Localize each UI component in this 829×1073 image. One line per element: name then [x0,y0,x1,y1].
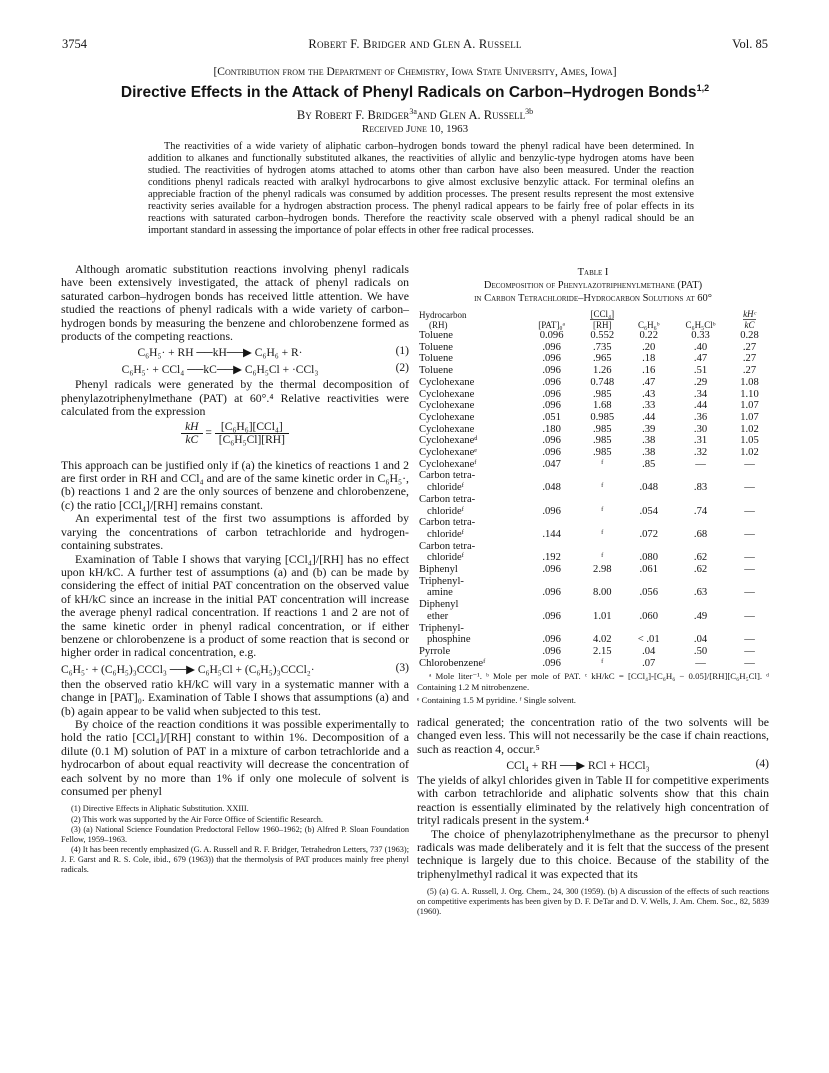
byline [62,107,768,123]
page-number: 3754 [62,37,87,51]
cell-pat: .096 [542,634,561,646]
cell-hydrocarbon: Cyclohexane [419,423,475,435]
cell-ratio [578,541,626,553]
cell-hydrocarbon: Toluene [419,365,453,377]
cell-benzene: .07 [642,657,656,669]
cell-chlorobenzene: .04 [693,634,708,646]
col-header-ratio [578,309,626,330]
cell-kh-kc: — [744,552,755,564]
cell-hydrocarbon: Carbon tetra- [419,540,476,552]
cell-kh-kc [730,494,769,506]
cell-pat: .047 [542,458,561,470]
cell-ratio: .985 [593,423,612,435]
cell-kh-kc [730,576,769,588]
ratio-lhs [181,421,202,446]
cell-pat: .048 [542,482,561,494]
equation-2 [61,361,409,377]
cell-ratio: 2.98 [593,564,612,576]
cell-ratio: .985 [593,435,612,447]
cell-chlorobenzene: .63 [693,587,708,599]
cell-pat [525,494,578,506]
cell-chlorobenzene: .32 [693,447,708,459]
chain-paragraph: radical generated; the concentration ratio of the two solvents will be changed even less. This will not necessarily be the case if chain reactions, such as reaction 4, occur.⁵ [417,714,769,756]
footnote-5: (5) (a) G. A. Russell, J. Org. Chem., 24, 300 (1959). (b) A discussion of the effects of such reactions on competitive experiments has been given by D. F. DeTar and D. V. Wells, J. Am. Chem. Soc., 82, 5839 (1960). [417,887,769,917]
cell-ratio: 8.00 [593,587,612,599]
cell-benzene: .060 [639,610,658,622]
cell-hydrocarbon: Cyclohexaneᵈ [419,435,478,447]
cell-pat [525,517,578,529]
header-kh-text: kHᶜ [743,309,756,319]
cell-hydrocarbon: Carbon tetra- [419,517,476,529]
cell-kh-kc: — [744,482,755,494]
cell-pat: .192 [542,552,561,564]
cell-pat [525,576,578,588]
ratio-equals: = [205,426,212,439]
col-header-hydrocarbon [417,309,525,330]
table-body [417,330,769,669]
table-row [417,389,769,401]
cell-kh-kc [730,599,769,611]
cell-chlorobenzene: .30 [693,423,708,435]
table-note-2: ᵉ Containing 1.5 M pyridine. ᶠ Single solvent. [417,694,577,705]
table-row [417,646,769,658]
cell-ratio: ᶠ [601,657,604,669]
table-header-row [417,309,769,330]
cell-hydrocarbon: ether [427,610,449,622]
choice-paragraph: The choice of phenylazotriphenylmethane as the precursor to phenyl radicals was made deliberately and it is felt that the success of the present technique is largely due to this choice. Because of the stability of the triphenylmethyl radical it was expected that its [417,826,769,881]
cell-kh-kc: 0.28 [740,330,759,341]
cell-benzene [626,599,671,611]
cell-hydrocarbon: chlorideᶠ [427,552,464,564]
cell-chlorobenzene [671,541,730,553]
cell-hydrocarbon: phosphine [427,634,471,646]
cell-hydrocarbon: Cyclohexane [419,411,475,423]
equation-2-body: C₆H₅· + CCl₄ ──kC──▶ C₆H₅Cl + ·CCl₃ [121,364,319,377]
cell-pat: 0.096 [539,330,564,341]
cell-chlorobenzene [671,599,730,611]
cell-chlorobenzene: .31 [693,435,708,447]
cell-hydrocarbon: Diphenyl [419,599,459,611]
cell-chlorobenzene: .34 [693,388,708,400]
cell-ratio: ᶠ [601,458,604,470]
cell-chlorobenzene: .50 [693,645,708,657]
table-row [417,541,769,553]
cell-pat: .144 [542,528,561,540]
table-row [417,552,769,564]
footnote-1: (1) Directive Effects in Aliphatic Substitution. XXIII. [71,804,249,814]
cell-benzene: .072 [639,528,658,540]
cell-pat: .096 [542,587,561,599]
col-header-pat: [PAT]₀ᵃ [538,320,565,330]
cell-benzene: .18 [642,353,656,365]
cell-kh-kc: — [744,528,755,540]
table-row [417,564,769,576]
cell-hydrocarbon: chlorideᶠ [427,482,464,494]
table-row [417,494,769,506]
cell-chlorobenzene: .44 [693,400,708,412]
cell-hydrocarbon: Cyclohexane [419,376,475,388]
header-rh-text: (RH) [429,320,448,330]
cell-ratio [578,517,626,529]
cell-pat [525,541,578,553]
cell-kh-kc: 1.07 [740,411,759,423]
cell-kh-kc: .27 [742,365,757,377]
cell-chlorobenzene: .29 [693,376,708,388]
cell-hydrocarbon: Pyrrole [419,645,451,657]
cell-ratio: ᶠ [601,505,604,517]
cell-ratio: .735 [593,341,612,353]
cell-ratio [578,599,626,611]
conditions-paragraph: By choice of the reaction conditions it was possible experimentally to hold the ratio [CCl₄]/[RH] constant to within 1%. Decomposition of a dilute (0.1 M) solution of PAT in a mixture of carbon tetrachloride and a hydrocarbon of about equal reactivity will decrease the concentration of each solvent by no more than 1% if only one molecule of solvent is consumed per phenyl [61,716,409,798]
cell-benzene: 0.22 [639,330,658,341]
cell-pat [525,599,578,611]
cell-ratio [578,494,626,506]
cell-pat: .096 [542,341,561,353]
cell-kh-kc: 1.07 [740,400,759,412]
footnote-4: (4) It has been recently emphasized (G. A. Russell and R. F. Bridger, Tetrahedron Letters, 737 (1963); J. F. Garst and R. S. Cole, ibid., 679 (1963)) that the thermolysis of PAT produces mainly free phenyl radicals. [61,844,409,874]
table-caption-line-1: Decomposition of Phenylazotriphenylmethane (PAT) [483,280,703,291]
cell-ratio: 0.748 [590,376,615,388]
intro-paragraph: Although aromatic substitution reactions involving phenyl radicals have been extensively investigated, the attack of phenyl radicals on saturated carbon–hydrogen bonds has received little attention. We have studied the reactions of phenyl radicals with a wide variety of carbon–hydrogen bonds by measuring the benzene and chlorobenzene formed as products of the competing reactions. [61,262,409,344]
cell-kh-kc: — [744,634,755,646]
cell-ratio: ᶠ [601,482,604,494]
cell-kh-kc: 1.08 [740,376,759,388]
cell-kh-kc: .27 [742,353,757,365]
table-label: Table I [577,267,609,278]
cell-chlorobenzene: .83 [693,482,708,494]
footnote-3: (3) (a) National Science Foundation Predoctoral Fellow 1960–1962; (b) Alfred P. Sloan Foundation Fellow, 1959–1963. [61,824,409,844]
cell-pat: .096 [542,400,561,412]
table-row [417,506,769,518]
cell-chlorobenzene: .49 [693,610,708,622]
cell-kh-kc: 1.10 [740,388,759,400]
abstract: The reactivities of a wide variety of aliphatic carbon–hydrogen bonds toward the phenyl radical have been determined. In addition to alkanes and functionally substituted alkanes, the reactivities of allylic and benzylic-type hydrogen atoms have been studied. The reactivities of hydrogen atoms attached to atoms other than carbon have also been measured. Under the reaction conditions phenyl radicals reacted with aralkyl hydrocarbons to give almost exclusive benzylic attack. For terminal olefins an appreciable fraction of the phenyl radicals was consumed by addition processes. The present results represent the most extensive reactivity series available for a hydrogen abstraction process. The phenyl radical appears to be fairly free of polar effects in its reactions with saturated carbon–hydrogen bonds. Therefore the reactivity scale observed with a phenyl radical should be an important standard in assessing the importance of polar effects in other free radical processes. [148,141,694,236]
cell-hydrocarbon: Triphenyl- [419,622,464,634]
cell-hydrocarbon: amine [427,587,453,599]
cell-chlorobenzene: 0.33 [691,330,710,341]
equation-1-body: C₆H₅· + RH ──kH──▶ C₆H₆ + R· [137,347,303,360]
table-row [417,482,769,494]
cell-ratio: ᶠ [601,528,604,540]
cell-ratio [578,470,626,482]
cell-chlorobenzene [671,623,730,635]
cell-ratio: 1.68 [593,400,612,412]
cell-benzene: .44 [642,411,656,423]
equation-1 [61,344,409,360]
cell-ratio: 1.26 [593,365,612,377]
cell-kh-kc: — [744,610,755,622]
cell-chlorobenzene: — [695,657,706,669]
left-footnotes [61,804,409,875]
cell-chlorobenzene [671,576,730,588]
cell-hydrocarbon: chlorideᶠ [427,505,464,517]
ratio-lhs-denominator: kC [185,433,199,446]
cell-hydrocarbon: Biphenyl [419,564,458,576]
left-column [61,263,409,875]
cell-kh-kc [730,517,769,529]
table-row [417,365,769,377]
cell-kh-kc: — [744,564,755,576]
table-note-1: ᵃ Mole liter⁻¹. ᵇ Mole per mole of PAT. ᶜ kH/kC = [CCl₄]-[C₆H₆ − 0.05]/[RH][C₆H₅Cl]. ᵈ Containing 1.2 M nitrobenzene. [417,671,769,693]
cell-kh-kc [730,623,769,635]
systematic-paragraph: then the observed ratio kH/kC will vary in a systematic manner with a change in [PAT]₀. Examination of Table I shows that assumptions (a) and (b) again appear to be valid when subjected to this test. [61,676,409,718]
cell-pat: .096 [542,564,561,576]
cell-ratio: 0.552 [590,330,615,341]
col-header-benzene: C₆H₆ᵇ [637,320,660,330]
cell-pat: .096 [542,388,561,400]
table-row [417,342,769,354]
yields-paragraph: The yields of alkyl chlorides given in Table II for competitive experiments with carbon tetrachloride and aliphatic solvents show that this chain reaction is essentially eliminated by the relatively high concentration of trityl radicals present in the system.⁴ [417,773,769,828]
cell-pat: .096 [542,435,561,447]
header-ccl4-text: [CCl₄] [590,309,615,319]
cell-chlorobenzene [671,470,730,482]
cell-benzene: .080 [639,552,658,564]
cell-chlorobenzene [671,517,730,529]
cell-ratio: 1.01 [593,610,612,622]
col-header-chlorobenzene: C₆H₅Clᵇ [685,320,716,330]
cell-chlorobenzene: .62 [693,552,708,564]
cell-hydrocarbon: Cyclohexane [419,400,475,412]
equation-1-number: (1) [395,345,409,358]
table-row [417,623,769,635]
cell-kh-kc: — [744,657,755,669]
cell-pat: .096 [542,505,561,517]
cell-ratio: 0.985 [590,411,615,423]
table-row [417,529,769,541]
cell-chlorobenzene: .51 [693,365,708,377]
running-authors: Robert F. Bridger and Glen A. Russell [308,37,522,51]
test-paragraph: An experimental test of the first two assumptions is afforded by varying the concentrations of carbon tetrachloride and hydrogen-containing substrates. [61,511,409,553]
table-row [417,447,769,459]
table-row [417,611,769,623]
cell-pat [525,623,578,635]
cell-hydrocarbon: chlorideᶠ [427,528,464,540]
cell-pat: .180 [542,423,561,435]
cell-benzene: .061 [639,564,658,576]
cell-chlorobenzene [671,494,730,506]
equation-3 [61,661,409,677]
table-row [417,517,769,529]
table-row [417,400,769,412]
cell-benzene: .85 [642,458,656,470]
cell-benzene: .054 [639,505,658,517]
header-hydrocarbon-text: Hydrocarbon [419,310,467,320]
cell-hydrocarbon: Cyclohexane [419,388,475,400]
header-kc-text: kC [744,320,755,330]
cell-pat: .096 [542,376,561,388]
cell-chlorobenzene: .74 [693,505,708,517]
cell-benzene [626,576,671,588]
cell-benzene: .056 [639,587,658,599]
reactivity-table [417,309,769,669]
cell-pat: .096 [542,610,561,622]
cell-benzene: < .01 [637,634,660,646]
cell-benzene [626,541,671,553]
cell-hydrocarbon: Toluene [419,353,453,365]
ratio-expression [61,421,409,455]
assumptions-paragraph: This approach can be justified only if (a) the kinetics of reactions 1 and 2 are first order in RH and CCl₄ and are of the same kinetic order in C₆H₅·, (b) reactions 1 and 2 are the only sources of benzene and chlorobenzene, (c) the ratio [CCl₄]/[RH] remains constant. [61,457,409,512]
cell-kh-kc: — [744,645,755,657]
table-row [417,377,769,389]
cell-benzene: .39 [642,423,656,435]
cell-benzene: .16 [642,365,656,377]
cell-ratio: 2.15 [593,645,612,657]
cell-chlorobenzene: .40 [693,341,708,353]
table-row [417,576,769,588]
table-row [417,353,769,365]
equation-4 [417,757,769,773]
table-row [417,587,769,599]
cell-hydrocarbon: Toluene [419,330,453,341]
title-text: Directive Effects in the Attack of Phenyl Radicals on Carbon–Hydrogen Bonds [120,84,697,102]
cell-ratio [578,576,626,588]
cell-ratio: 4.02 [593,634,612,646]
contribution-line: [Contribution from the Department of Chemistry, Iowa State University, Ames, Iowa] [213,66,617,78]
cell-kh-kc: 1.05 [740,435,759,447]
article-title [62,83,768,102]
table-row [417,599,769,611]
table-caption-line-2: in Carbon Tetrachloride–Hydrocarbon Solutions at 60° [474,293,712,304]
ratio-rhs-denominator: [C₆H₅Cl][RH] [218,433,285,446]
cell-ratio: .985 [593,388,612,400]
equation-3-body: C₆H₅· + (C₆H₅)₃CCCl₃ ──▶ C₆H₅Cl + (C₆H₅)₃CCCl₂· [61,663,315,676]
cell-kh-kc: .27 [742,341,757,353]
cell-kh-kc: — [744,458,755,470]
table-row [417,459,769,471]
cell-kh-kc: 1.02 [740,423,759,435]
received-date: Received June 10, 1963 [361,123,469,135]
cell-benzene: .33 [642,400,656,412]
cell-hydrocarbon: Carbon tetra- [419,493,476,505]
running-header [62,37,768,53]
cell-pat: .096 [542,353,561,365]
cell-chlorobenzene: .68 [693,528,708,540]
table-row [417,330,769,342]
cell-hydrocarbon: Triphenyl- [419,575,464,587]
cell-benzene: .43 [642,388,656,400]
cell-hydrocarbon: Carbon tetra- [419,470,476,482]
equation-2-number: (2) [395,362,409,375]
table-row [417,412,769,424]
cell-benzene: .38 [642,447,656,459]
equation-4-number: (4) [755,758,769,770]
table-row [417,424,769,436]
cell-kh-kc: 1.02 [740,447,759,459]
ratio-rhs [215,421,289,446]
cell-ratio: ᶠ [601,552,604,564]
ratio-lhs-numerator: kH [181,421,202,434]
cell-chlorobenzene: .62 [693,564,708,576]
cell-pat [525,470,578,482]
cell-benzene: .04 [642,645,656,657]
cell-benzene: .20 [642,341,656,353]
cell-kh-kc: — [744,587,755,599]
cell-kh-kc [730,541,769,553]
volume-number: Vol. 85 [732,37,768,51]
cell-hydrocarbon: Cyclohexaneᶠ [419,458,477,470]
footnote-2: (2) This work was supported by the Air Force Office of Scientific Research. [71,814,323,824]
method-paragraph: Phenyl radicals were generated by the thermal decomposition of phenylazotriphenylmethane (PAT) at 60°.⁴ Relative reactivities were calculated from the expression [61,377,409,419]
cell-chlorobenzene: .47 [693,353,708,365]
col-header-kh-kc [730,309,769,330]
byline-sup-1: 3a [409,107,417,116]
cell-benzene [626,623,671,635]
cell-pat: .096 [542,365,561,377]
cell-pat: .096 [542,645,561,657]
equation-3-number: (3) [395,661,409,674]
cell-benzene: .38 [642,435,656,447]
cell-pat: .051 [542,411,561,423]
cell-ratio [578,623,626,635]
header-rh-denominator: [RH] [593,320,612,330]
examination-paragraph: Examination of Table I shows that varying [CCl₄]/[RH] has no effect upon kH/kC. A further test of assumptions (a) and (b) can be made by considering the effect of initial PAT concentration on the observed value of kH/kC since an increase in the initial PAT concentration will increase the average phenyl radical concentration. If reactions 1 and 2 are not of the same kinetic order in phenyl radical concentration, or if either benzene or chlorobenzene is a product of some reaction that is second or higher order in radical concentration, e.g. [61,551,409,660]
cell-benzene: .47 [642,376,656,388]
cell-chlorobenzene: .36 [693,411,708,423]
ratio-rhs-numerator: [C₆H₆][CCl₄] [215,421,289,434]
cell-benzene [626,517,671,529]
right-column [417,266,769,918]
title-footnote-marks: 1,2 [696,83,710,93]
cell-pat: .096 [542,657,561,669]
cell-hydrocarbon: Toluene [419,341,453,353]
cell-ratio: .985 [593,447,612,459]
cell-kh-kc: — [744,505,755,517]
cell-ratio: .965 [593,353,612,365]
cell-benzene [626,494,671,506]
cell-chlorobenzene: — [695,458,706,470]
cell-benzene [626,470,671,482]
cell-hydrocarbon: Cyclohexaneᵉ [419,447,478,459]
table-row [417,634,769,646]
right-footnotes [417,887,769,917]
equation-4-body: CCl₄ + RH ──▶ RCl + HCCl₃ [506,760,650,772]
table-row [417,658,769,670]
byline-sup-2: 3b [525,107,534,116]
cell-hydrocarbon: Chlorobenzeneᶠ [419,657,486,669]
byline-second-author: and Glen A. Russell [416,108,526,123]
table-row [417,470,769,482]
cell-benzene: .048 [639,482,658,494]
byline-first-author: By Robert F. Bridger [296,108,410,123]
table-row [417,435,769,447]
cell-pat: .096 [542,447,561,459]
cell-kh-kc [730,470,769,482]
